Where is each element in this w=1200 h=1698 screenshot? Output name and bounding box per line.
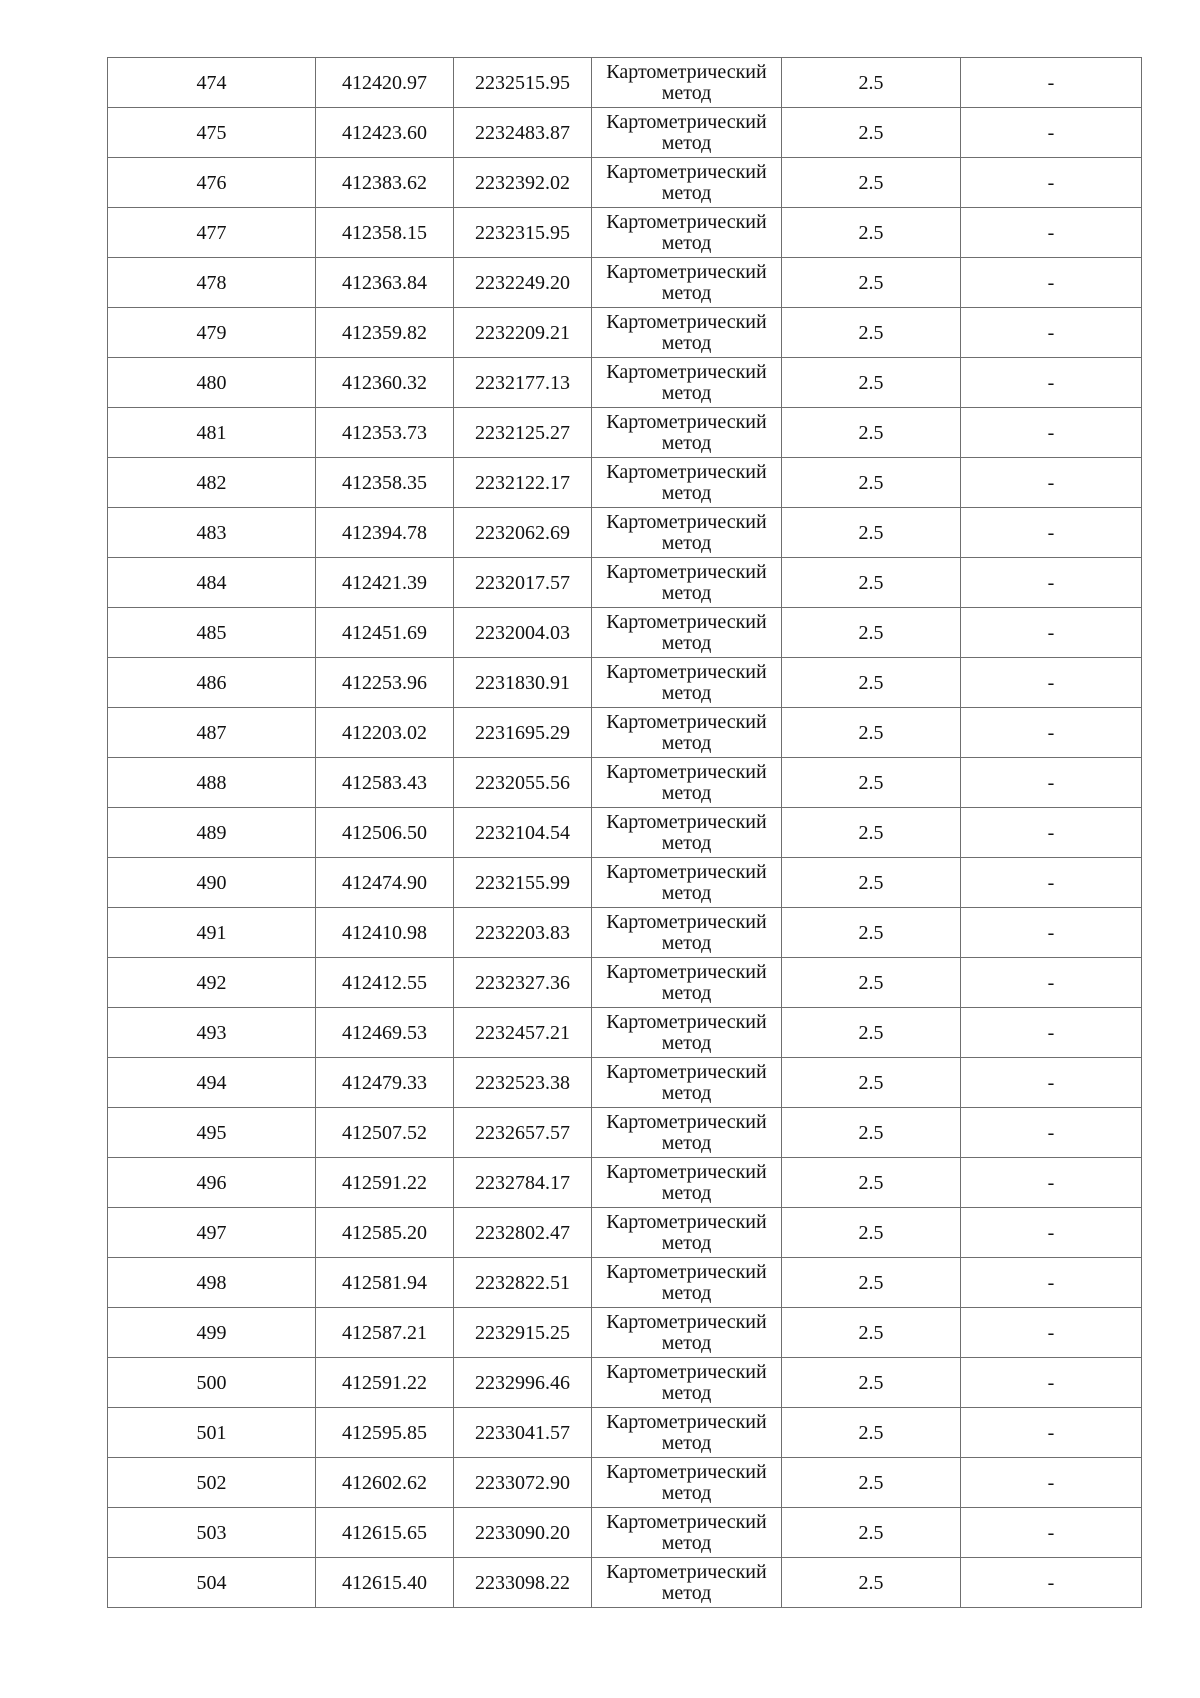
accuracy-cell: 2.5	[782, 1108, 961, 1158]
note-cell: -	[961, 658, 1142, 708]
method-line-2: метод	[661, 1132, 712, 1154]
table-row	[108, 558, 1142, 608]
accuracy-cell: 2.5	[782, 1408, 961, 1458]
method-line-1: Картометрический	[606, 1111, 767, 1133]
method-line-1: Картометрический	[606, 761, 767, 783]
method-cell	[592, 1308, 782, 1358]
y-coordinate-cell: 2231830.91	[454, 658, 592, 708]
accuracy-cell: 2.5	[782, 858, 961, 908]
method-line-1: Картометрический	[606, 361, 767, 383]
accuracy-cell: 2.5	[782, 458, 961, 508]
x-coordinate-cell: 412469.53	[316, 1008, 454, 1058]
table-row	[108, 58, 1142, 108]
table-row	[108, 808, 1142, 858]
note-cell: -	[961, 58, 1142, 108]
point-number-cell: 487	[108, 708, 316, 758]
table-row	[108, 508, 1142, 558]
note-cell: -	[961, 508, 1142, 558]
table-row	[108, 1208, 1142, 1258]
method-line-2: метод	[661, 1182, 712, 1204]
x-coordinate-cell: 412581.94	[316, 1258, 454, 1308]
method-cell	[592, 808, 782, 858]
method-line-2: метод	[661, 332, 712, 354]
y-coordinate-cell: 2232209.21	[454, 308, 592, 358]
method-line-1: Картометрический	[606, 1361, 767, 1383]
note-cell: -	[961, 1258, 1142, 1308]
method-line-1: Картометрический	[606, 611, 767, 633]
point-number-cell: 480	[108, 358, 316, 408]
method-line-1: Картометрический	[606, 511, 767, 533]
point-number-cell: 504	[108, 1558, 316, 1608]
y-coordinate-cell: 2232657.57	[454, 1108, 592, 1158]
table-row	[108, 208, 1142, 258]
note-cell: -	[961, 1308, 1142, 1358]
note-cell: -	[961, 1058, 1142, 1108]
accuracy-cell: 2.5	[782, 358, 961, 408]
note-cell: -	[961, 158, 1142, 208]
method-line-1: Картометрический	[606, 1311, 767, 1333]
method-line-1: Картометрический	[606, 911, 767, 933]
accuracy-cell: 2.5	[782, 1458, 961, 1508]
point-number-cell: 490	[108, 858, 316, 908]
x-coordinate-cell: 412602.62	[316, 1458, 454, 1508]
x-coordinate-cell: 412479.33	[316, 1058, 454, 1108]
table-row	[108, 858, 1142, 908]
method-cell	[592, 758, 782, 808]
point-number-cell: 486	[108, 658, 316, 708]
table-row	[108, 608, 1142, 658]
table-row	[108, 1458, 1142, 1508]
method-line-1: Картометрический	[606, 661, 767, 683]
point-number-cell: 485	[108, 608, 316, 658]
point-number-cell: 474	[108, 58, 316, 108]
y-coordinate-cell: 2232802.47	[454, 1208, 592, 1258]
x-coordinate-cell: 412253.96	[316, 658, 454, 708]
accuracy-cell: 2.5	[782, 1358, 961, 1408]
method-line-1: Картометрический	[606, 1011, 767, 1033]
x-coordinate-cell: 412506.50	[316, 808, 454, 858]
point-number-cell: 500	[108, 1358, 316, 1408]
y-coordinate-cell: 2232155.99	[454, 858, 592, 908]
y-coordinate-cell: 2231695.29	[454, 708, 592, 758]
note-cell: -	[961, 1408, 1142, 1458]
method-cell	[592, 458, 782, 508]
note-cell: -	[961, 108, 1142, 158]
accuracy-cell: 2.5	[782, 108, 961, 158]
x-coordinate-cell: 412591.22	[316, 1358, 454, 1408]
point-number-cell: 496	[108, 1158, 316, 1208]
method-cell	[592, 608, 782, 658]
method-cell	[592, 1508, 782, 1558]
note-cell: -	[961, 1508, 1142, 1558]
y-coordinate-cell: 2232515.95	[454, 58, 592, 108]
accuracy-cell: 2.5	[782, 408, 961, 458]
table-row	[108, 158, 1142, 208]
x-coordinate-cell: 412587.21	[316, 1308, 454, 1358]
method-line-1: Картометрический	[606, 961, 767, 983]
y-coordinate-cell: 2232315.95	[454, 208, 592, 258]
method-line-2: метод	[661, 882, 712, 904]
x-coordinate-cell: 412359.82	[316, 308, 454, 358]
point-number-cell: 478	[108, 258, 316, 308]
note-cell: -	[961, 208, 1142, 258]
method-line-2: метод	[661, 182, 712, 204]
y-coordinate-cell: 2232483.87	[454, 108, 592, 158]
method-cell	[592, 1008, 782, 1058]
accuracy-cell: 2.5	[782, 508, 961, 558]
method-line-2: метод	[661, 1482, 712, 1504]
method-cell	[592, 858, 782, 908]
x-coordinate-cell: 412474.90	[316, 858, 454, 908]
table-row	[108, 1058, 1142, 1108]
x-coordinate-cell: 412383.62	[316, 158, 454, 208]
table-row	[108, 408, 1142, 458]
accuracy-cell: 2.5	[782, 1308, 961, 1358]
point-number-cell: 488	[108, 758, 316, 808]
point-number-cell: 503	[108, 1508, 316, 1558]
accuracy-cell: 2.5	[782, 1508, 961, 1558]
method-line-1: Картометрический	[606, 161, 767, 183]
y-coordinate-cell: 2232915.25	[454, 1308, 592, 1358]
method-line-1: Картометрический	[606, 861, 767, 883]
point-number-cell: 479	[108, 308, 316, 358]
y-coordinate-cell: 2232996.46	[454, 1358, 592, 1408]
method-line-2: метод	[661, 532, 712, 554]
y-coordinate-cell: 2233072.90	[454, 1458, 592, 1508]
x-coordinate-cell: 412358.15	[316, 208, 454, 258]
method-line-2: метод	[661, 382, 712, 404]
method-line-2: метод	[661, 432, 712, 454]
method-line-1: Картометрический	[606, 61, 767, 83]
x-coordinate-cell: 412451.69	[316, 608, 454, 658]
method-line-1: Картометрический	[606, 1511, 767, 1533]
method-cell	[592, 1408, 782, 1458]
method-cell	[592, 158, 782, 208]
method-line-2: метод	[661, 682, 712, 704]
accuracy-cell: 2.5	[782, 1558, 961, 1608]
method-line-2: метод	[661, 1232, 712, 1254]
accuracy-cell: 2.5	[782, 1008, 961, 1058]
point-number-cell: 493	[108, 1008, 316, 1058]
accuracy-cell: 2.5	[782, 758, 961, 808]
method-line-1: Картометрический	[606, 211, 767, 233]
y-coordinate-cell: 2232327.36	[454, 958, 592, 1008]
x-coordinate-cell: 412412.55	[316, 958, 454, 1008]
table-row	[108, 908, 1142, 958]
x-coordinate-cell: 412421.39	[316, 558, 454, 608]
method-line-2: метод	[661, 582, 712, 604]
y-coordinate-cell: 2233098.22	[454, 1558, 592, 1608]
method-line-2: метод	[661, 482, 712, 504]
method-cell	[592, 258, 782, 308]
method-line-1: Картометрический	[606, 1261, 767, 1283]
x-coordinate-cell: 412423.60	[316, 108, 454, 158]
method-line-2: метод	[661, 1382, 712, 1404]
method-line-2: метод	[661, 932, 712, 954]
y-coordinate-cell: 2233090.20	[454, 1508, 592, 1558]
note-cell: -	[961, 1008, 1142, 1058]
table-body	[108, 58, 1142, 1608]
coordinates-table	[107, 57, 1142, 1608]
method-cell	[592, 408, 782, 458]
accuracy-cell: 2.5	[782, 1258, 961, 1308]
x-coordinate-cell: 412394.78	[316, 508, 454, 558]
method-cell	[592, 558, 782, 608]
note-cell: -	[961, 908, 1142, 958]
table-row	[108, 1508, 1142, 1558]
point-number-cell: 501	[108, 1408, 316, 1458]
y-coordinate-cell: 2232104.54	[454, 808, 592, 858]
table-row	[108, 1308, 1142, 1358]
point-number-cell: 489	[108, 808, 316, 858]
note-cell: -	[961, 708, 1142, 758]
table-row	[108, 758, 1142, 808]
accuracy-cell: 2.5	[782, 558, 961, 608]
point-number-cell: 498	[108, 1258, 316, 1308]
table-row	[108, 458, 1142, 508]
y-coordinate-cell: 2232177.13	[454, 358, 592, 408]
method-line-2: метод	[661, 1332, 712, 1354]
point-number-cell: 475	[108, 108, 316, 158]
table-row	[108, 708, 1142, 758]
y-coordinate-cell: 2232784.17	[454, 1158, 592, 1208]
y-coordinate-cell: 2232392.02	[454, 158, 592, 208]
point-number-cell: 491	[108, 908, 316, 958]
accuracy-cell: 2.5	[782, 658, 961, 708]
method-cell	[592, 1258, 782, 1308]
method-line-1: Картометрический	[606, 111, 767, 133]
method-cell	[592, 108, 782, 158]
x-coordinate-cell: 412591.22	[316, 1158, 454, 1208]
method-line-1: Картометрический	[606, 711, 767, 733]
y-coordinate-cell: 2232125.27	[454, 408, 592, 458]
note-cell: -	[961, 1458, 1142, 1508]
method-line-2: метод	[661, 832, 712, 854]
method-line-1: Картометрический	[606, 1561, 767, 1583]
x-coordinate-cell: 412585.20	[316, 1208, 454, 1258]
table-row	[108, 308, 1142, 358]
note-cell: -	[961, 758, 1142, 808]
note-cell: -	[961, 608, 1142, 658]
table-row	[108, 258, 1142, 308]
accuracy-cell: 2.5	[782, 808, 961, 858]
accuracy-cell: 2.5	[782, 258, 961, 308]
method-line-2: метод	[661, 132, 712, 154]
note-cell: -	[961, 858, 1142, 908]
note-cell: -	[961, 558, 1142, 608]
method-cell	[592, 958, 782, 1008]
y-coordinate-cell: 2232457.21	[454, 1008, 592, 1058]
point-number-cell: 481	[108, 408, 316, 458]
accuracy-cell: 2.5	[782, 1208, 961, 1258]
accuracy-cell: 2.5	[782, 1158, 961, 1208]
note-cell: -	[961, 258, 1142, 308]
y-coordinate-cell: 2232822.51	[454, 1258, 592, 1308]
method-cell	[592, 1458, 782, 1508]
method-line-1: Картометрический	[606, 1061, 767, 1083]
note-cell: -	[961, 1558, 1142, 1608]
y-coordinate-cell: 2232523.38	[454, 1058, 592, 1108]
method-line-1: Картометрический	[606, 1211, 767, 1233]
table-row	[108, 958, 1142, 1008]
y-coordinate-cell: 2232004.03	[454, 608, 592, 658]
x-coordinate-cell: 412203.02	[316, 708, 454, 758]
accuracy-cell: 2.5	[782, 708, 961, 758]
x-coordinate-cell: 412353.73	[316, 408, 454, 458]
x-coordinate-cell: 412360.32	[316, 358, 454, 408]
table-row	[108, 1558, 1142, 1608]
accuracy-cell: 2.5	[782, 1058, 961, 1108]
y-coordinate-cell: 2232122.17	[454, 458, 592, 508]
x-coordinate-cell: 412420.97	[316, 58, 454, 108]
method-cell	[592, 908, 782, 958]
x-coordinate-cell: 412615.40	[316, 1558, 454, 1608]
method-line-1: Картометрический	[606, 1461, 767, 1483]
table-row	[108, 1358, 1142, 1408]
method-cell	[592, 1558, 782, 1608]
point-number-cell: 495	[108, 1108, 316, 1158]
point-number-cell: 483	[108, 508, 316, 558]
method-line-2: метод	[661, 1082, 712, 1104]
x-coordinate-cell: 412583.43	[316, 758, 454, 808]
x-coordinate-cell: 412615.65	[316, 1508, 454, 1558]
point-number-cell: 492	[108, 958, 316, 1008]
method-cell	[592, 1208, 782, 1258]
note-cell: -	[961, 458, 1142, 508]
y-coordinate-cell: 2233041.57	[454, 1408, 592, 1458]
method-line-1: Картометрический	[606, 1411, 767, 1433]
x-coordinate-cell: 412363.84	[316, 258, 454, 308]
method-cell	[592, 708, 782, 758]
table-row	[108, 1258, 1142, 1308]
y-coordinate-cell: 2232062.69	[454, 508, 592, 558]
method-cell	[592, 1158, 782, 1208]
method-cell	[592, 308, 782, 358]
point-number-cell: 477	[108, 208, 316, 258]
accuracy-cell: 2.5	[782, 908, 961, 958]
note-cell: -	[961, 1358, 1142, 1408]
table-row	[108, 658, 1142, 708]
y-coordinate-cell: 2232249.20	[454, 258, 592, 308]
method-cell	[592, 658, 782, 708]
point-number-cell: 502	[108, 1458, 316, 1508]
x-coordinate-cell: 412595.85	[316, 1408, 454, 1458]
accuracy-cell: 2.5	[782, 158, 961, 208]
x-coordinate-cell: 412358.35	[316, 458, 454, 508]
method-line-2: метод	[661, 782, 712, 804]
y-coordinate-cell: 2232203.83	[454, 908, 592, 958]
method-cell	[592, 208, 782, 258]
accuracy-cell: 2.5	[782, 308, 961, 358]
method-line-1: Картометрический	[606, 461, 767, 483]
point-number-cell: 476	[108, 158, 316, 208]
method-line-1: Картометрический	[606, 261, 767, 283]
method-cell	[592, 1058, 782, 1108]
accuracy-cell: 2.5	[782, 58, 961, 108]
point-number-cell: 497	[108, 1208, 316, 1258]
method-cell	[592, 508, 782, 558]
note-cell: -	[961, 408, 1142, 458]
method-cell	[592, 58, 782, 108]
method-line-2: метод	[661, 732, 712, 754]
method-line-2: метод	[661, 282, 712, 304]
table-row	[108, 1408, 1142, 1458]
method-line-2: метод	[661, 632, 712, 654]
point-number-cell: 482	[108, 458, 316, 508]
method-cell	[592, 1108, 782, 1158]
note-cell: -	[961, 308, 1142, 358]
method-line-1: Картометрический	[606, 311, 767, 333]
table-row	[108, 108, 1142, 158]
method-line-2: метод	[661, 82, 712, 104]
x-coordinate-cell: 412507.52	[316, 1108, 454, 1158]
method-cell	[592, 1358, 782, 1408]
point-number-cell: 499	[108, 1308, 316, 1358]
table-row	[108, 358, 1142, 408]
method-line-2: метод	[661, 982, 712, 1004]
x-coordinate-cell: 412410.98	[316, 908, 454, 958]
note-cell: -	[961, 808, 1142, 858]
method-line-2: метод	[661, 1582, 712, 1604]
point-number-cell: 494	[108, 1058, 316, 1108]
accuracy-cell: 2.5	[782, 608, 961, 658]
point-number-cell: 484	[108, 558, 316, 608]
note-cell: -	[961, 1208, 1142, 1258]
table-row	[108, 1008, 1142, 1058]
note-cell: -	[961, 1108, 1142, 1158]
accuracy-cell: 2.5	[782, 958, 961, 1008]
table-row	[108, 1108, 1142, 1158]
method-line-1: Картометрический	[606, 811, 767, 833]
method-line-2: метод	[661, 232, 712, 254]
method-line-2: метод	[661, 1032, 712, 1054]
method-cell	[592, 358, 782, 408]
method-line-1: Картометрический	[606, 411, 767, 433]
y-coordinate-cell: 2232017.57	[454, 558, 592, 608]
method-line-1: Картометрический	[606, 1161, 767, 1183]
note-cell: -	[961, 358, 1142, 408]
table-row	[108, 1158, 1142, 1208]
method-line-2: метод	[661, 1532, 712, 1554]
note-cell: -	[961, 958, 1142, 1008]
method-line-1: Картометрический	[606, 561, 767, 583]
note-cell: -	[961, 1158, 1142, 1208]
method-line-2: метод	[661, 1432, 712, 1454]
y-coordinate-cell: 2232055.56	[454, 758, 592, 808]
method-line-2: метод	[661, 1282, 712, 1304]
accuracy-cell: 2.5	[782, 208, 961, 258]
